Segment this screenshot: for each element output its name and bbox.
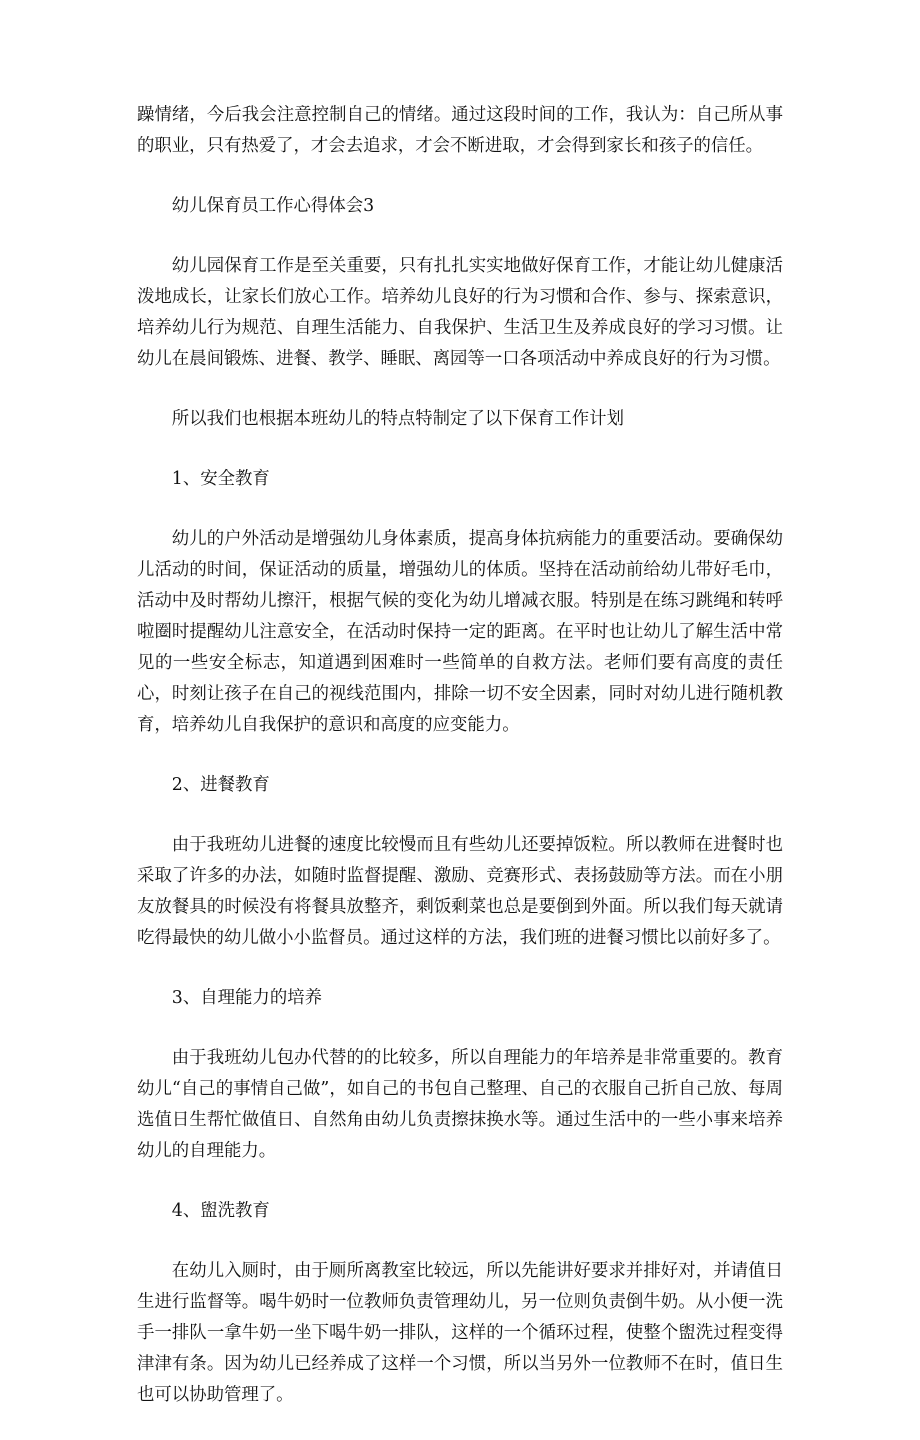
heading-selfcare: 3、自理能力的培养 [171, 988, 322, 1008]
selfcare-paragraph: 由于我班幼儿包办代替的的比较多，所以自理能力的年培养是非常重要的。教育幼儿“自己的事情自己做”，如自己的书包自己整理、自己的衣服自己折自己放、每周选值日生帮忙做值日、自然角由幼儿负责擦抹换水等。通过生活中的一些小事来培养幼儿的自理能力。 [137, 1048, 783, 1161]
main-paragraph: 幼儿园保育工作是至关重要，只有扎扎实实地做好保育工作，才能让幼儿健康活泼地成长，让家长们放心工作。培养幼儿良好的行为习惯和合作、参与、探索意识，培养幼儿行为规范、自理生活能力、自我保护、生活卫生及养成良好的学习习惯。让幼儿在晨间锻炼、进餐、教学、睡眠、离园等一口各项活动中养成良好的行为习惯。 [137, 256, 783, 369]
plan-intro: 所以我们也根据本班幼儿的特点特制定了以下保育工作计划 [171, 409, 624, 429]
heading-wash: 4、盥洗教育 [171, 1201, 270, 1221]
heading-meal: 2、进餐教育 [171, 775, 270, 795]
safety-paragraph: 幼儿的户外活动是增强幼儿身体素质，提高身体抗病能力的重要活动。要确保幼儿活动的时间，保证活动的质量，增强幼儿的体质。坚持在活动前给幼儿带好毛巾，活动中及时帮幼儿擦汗，根据气候的变化为幼儿增减衣服。特别是在练习跳绳和转呼啦圈时提醒幼儿注意安全，在活动时保持一定的距离。在平时也让幼儿了解生活中常见的一些安全标志，知道遇到困难时一些简单的自救方法。老师们要有高度的责任心，时刻让孩子在自己的视线范围内，排除一切不安全因素，同时对幼儿进行随机教育，培养幼儿自我保护的意识和高度的应变能力。 [137, 529, 783, 735]
heading-safety: 1、安全教育 [171, 469, 270, 489]
meal-paragraph: 由于我班幼儿进餐的速度比较慢而且有些幼儿还要掉饭粒。所以教师在进餐时也采取了许多的办法，如随时监督提醒、激励、竞赛形式、表扬鼓励等方法。而在小朋友放餐具的时候没有将餐具放整齐，剩饭剩菜也总是要倒到外面。所以我们每天就请吃得最快的幼儿做小小监督员。通过这样的方法，我们班的进餐习惯比以前好多了。 [137, 835, 783, 948]
wash-paragraph: 在幼儿入厕时，由于厕所离教室比较远，所以先能讲好要求并排好对，并请值日生进行监督等。喝牛奶时一位教师负责管理幼儿，另一位则负责倒牛奶。从小便一洗手一排队一拿牛奶一坐下喝牛奶一排队，这样的一个循环过程，使整个盥洗过程变得津津有条。因为幼儿已经养成了这样一个习惯，所以当另外一位教师不在时，值日生也可以协助管理了。 [137, 1261, 783, 1405]
section-title: 幼儿保育员工作心得体会3 [171, 196, 375, 216]
intro-paragraph: 躁情绪，今后我会注意控制自己的情绪。通过这段时间的工作，我认为：自己所从事的职业，只有热爱了，才会去追求，才会不断进取，才会得到家长和孩子的信任。 [137, 105, 783, 156]
document-page [137, 100, 783, 1440]
